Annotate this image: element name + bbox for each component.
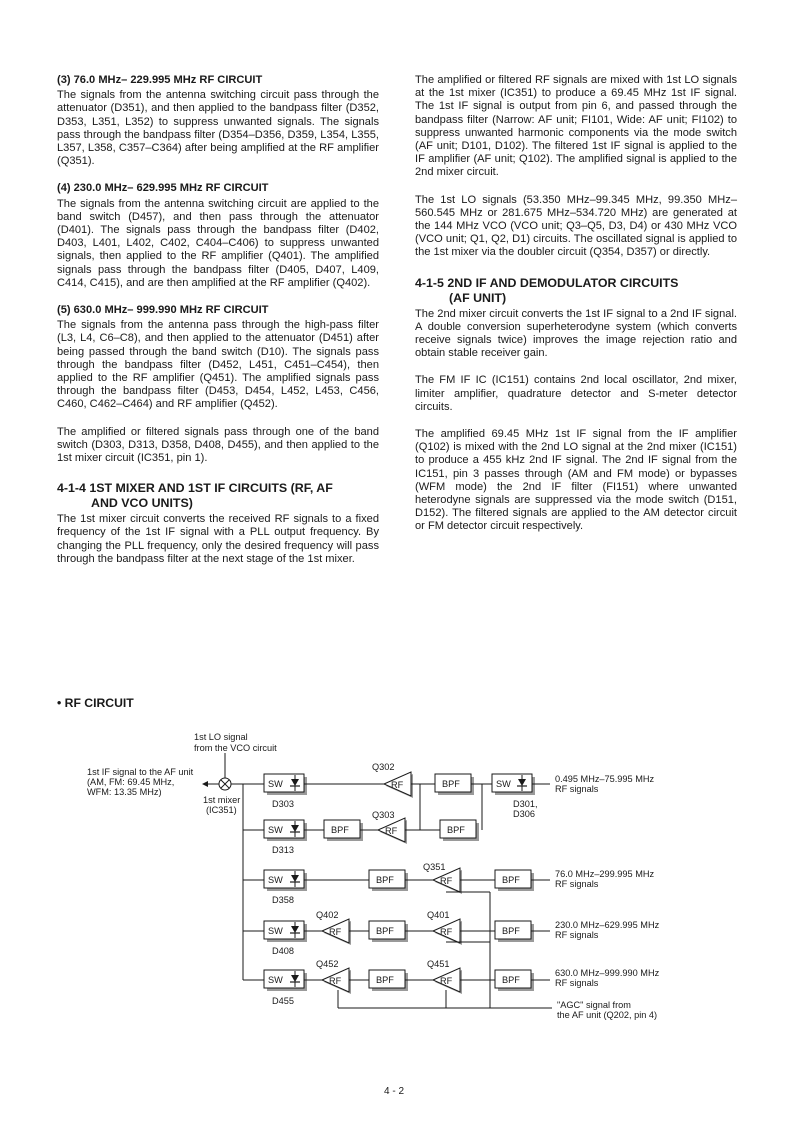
rf-label: RF xyxy=(391,780,404,790)
bpf-label: BPF xyxy=(502,926,520,936)
bpf-label: BPF xyxy=(447,825,465,835)
rf-label: RF xyxy=(440,927,453,937)
rf-amp-q401 xyxy=(433,919,462,945)
bpf-row5-right xyxy=(495,970,534,991)
switch-d301 xyxy=(492,774,535,795)
label-d313: D313 xyxy=(272,845,294,855)
bpf-row2-right xyxy=(440,820,479,841)
bpf-row5-mid xyxy=(369,970,408,991)
section-text-630mhz: The signals from the antenna pass through the high-pass filter (L3, L4, C6–C8), and then applied to the attenuator (D451) after being passed through the band switch (D10). The signals pass through the bandpass filter (D452, L451, C451–C454), then applied to the RF amplifier (Q451). The amplified signals pass through the bandpass filter (D453, D454, L452, L453, C456, C460, C462–C464) and RF amplifier (Q452). xyxy=(57,319,379,411)
bpf-row4-right xyxy=(495,921,534,942)
label-q302: Q302 xyxy=(372,762,395,772)
section-text-76mhz: The signals from the antenna switching circuit pass through the attenuator (D351), and then applied to the bandpass filter (D352, D353, L351, L352) to suppress unwanted signals. The signals pass through the bandpass filter (D354–D356, D359, L354, L355, L357, L358, C357–C364) after being amplified at the RF amplifier (Q351). xyxy=(57,89,379,168)
switch-d313 xyxy=(264,820,307,841)
bpf-label: BPF xyxy=(442,779,460,789)
rf-label: RF xyxy=(440,876,453,886)
label-d301: D301, xyxy=(513,799,538,809)
if-label-line1: 1st IF signal to the AF unit xyxy=(87,767,194,777)
switch-d455 xyxy=(264,970,307,991)
bpf-label: BPF xyxy=(376,975,394,985)
band-switch-paragraph: The amplified or filtered signals pass through one of the band switch (D303, D313, D358, D408, D455), and then applied to the 1st mixer circuit (IC351, pin 1). xyxy=(57,425,379,465)
rf-amp-q303 xyxy=(378,818,407,844)
sw-label: SW xyxy=(268,875,283,885)
label-q401: Q401 xyxy=(427,910,450,920)
heading-4-1-5-line2: (AF UNIT) xyxy=(449,290,507,305)
if-label-line2: (AM, FM: 69.45 MHz, xyxy=(87,777,175,787)
right-column xyxy=(415,74,737,548)
sw-label: SW xyxy=(268,825,283,835)
label-d303: D303 xyxy=(272,799,294,809)
section-heading-76mhz: (3) 76.0 MHz– 229.995 MHz RF CIRCUIT xyxy=(57,74,263,86)
rf-label: RF xyxy=(385,826,398,836)
mixer-label-line1: 1st mixer xyxy=(203,795,241,805)
band2-line2: RF signals xyxy=(555,879,599,889)
bpf-row3-right xyxy=(495,870,534,891)
sw-label: SW xyxy=(268,926,283,936)
sw-label: SW xyxy=(268,779,283,789)
second-if-paragraph: The amplified 69.45 MHz 1st IF signal from the IF amplifier (Q102) is mixed with the 2nd LO signal at the 2nd mixer (IC151) to produce a 455 kHz 2nd IF signal. The 2nd IF signal from the IC151, pin 3 passes through (AM and FM mode) or bypasses (WFM mode) the 2nd IF filter (FI151) where unwanted heterodyne signals are suppressed via the mode switch (D151, D152). The filtered signals are applied to the AM detector circuit or FM detector circuit respectively. xyxy=(415,428,737,533)
bpf-label: BPF xyxy=(502,875,520,885)
section-heading-230mhz: (4) 230.0 MHz– 629.995 MHz RF CIRCUIT xyxy=(57,182,269,195)
bpf-row2-left xyxy=(324,820,363,841)
mixer-label-line2: (IC351) xyxy=(206,805,237,815)
lo-label-line2: from the VCO circuit xyxy=(194,743,277,753)
label-q303: Q303 xyxy=(372,810,395,820)
rf-label: RF xyxy=(329,927,342,937)
band4-line1: 630.0 MHz–999.990 MHz xyxy=(555,968,660,978)
label-d455: D455 xyxy=(272,996,294,1006)
left-column xyxy=(57,74,379,580)
section-text-4-1-4: The 1st mixer circuit converts the received RF signals to a fixed frequency of the 1st IF signal with a PLL output frequency. By changing the PLL frequency, only the desired frequency will pass through the bandpass filter at the next stage of the 1st mixer. xyxy=(57,513,379,565)
label-d358: D358 xyxy=(272,895,294,905)
agc-label-line2: the AF unit (Q202, pin 4) xyxy=(557,1010,658,1020)
label-q451: Q451 xyxy=(427,959,450,969)
section-heading-630mhz: (5) 630.0 MHz– 999.990 MHz RF CIRCUIT xyxy=(57,304,269,317)
heading-4-1-5-line1: 4-1-5 2ND IF AND DEMODULATOR CIRCUITS xyxy=(415,275,679,290)
label-d306: D306 xyxy=(513,809,535,819)
heading-4-1-5 xyxy=(415,276,737,306)
switch-d408 xyxy=(264,921,307,942)
rf-amp-q402 xyxy=(322,919,351,945)
band2-line1: 76.0 MHz–299.995 MHz xyxy=(555,869,655,879)
band3-line1: 230.0 MHz–629.995 MHz xyxy=(555,920,660,930)
band1-line2: RF signals xyxy=(555,784,599,794)
rf-label: RF xyxy=(440,976,453,986)
band3-line2: RF signals xyxy=(555,930,599,940)
bpf-row4-mid xyxy=(369,921,408,942)
lo-label-line1: 1st LO signal xyxy=(194,732,248,742)
heading-4-1-4-line1: 4-1-4 1ST MIXER AND 1ST IF CIRCUITS (RF, AF xyxy=(57,481,333,496)
page-number: 4 - 2 xyxy=(384,1086,405,1097)
rf-label: RF xyxy=(329,976,342,986)
section-text-230mhz: The signals from the antenna switching circuit are applied to the band switch (D457), and then pass through the attenuator (D401). The signals pass through the bandpass filter (D402, D403, L401, L402, C402, C404–C406) to suppress unwanted signals, then applied to the RF amplifier (Q401). The amplified signals pass through the bandpass filter (D405, D407, L409, C414, C415), and are then amplified at the RF amplifier (Q402). xyxy=(57,197,379,289)
agc-label-line1: "AGC" signal from xyxy=(557,1000,631,1010)
switch-d303 xyxy=(264,774,307,795)
label-q351: Q351 xyxy=(423,862,446,872)
bpf-label: BPF xyxy=(502,975,520,985)
rf-amp-q302 xyxy=(384,772,413,798)
lo-signal-paragraph: The 1st LO signals (53.350 MHz–99.345 MHz, 99.350 MHz–560.545 MHz or 281.675 MHz–534.720 MHz) are generated at the 144 MHz VCO (VCO unit; Q3–Q5, D3, D4) or 430 MHz VCO (VCO unit; Q1, Q2, D1) circuits. The oscillated signal is applied to the 1st mixer via the doubler circuit (Q354, D357) or directly. xyxy=(415,193,737,259)
bpf-row3-left xyxy=(369,870,408,891)
heading-4-1-4 xyxy=(57,481,379,511)
sw-label: SW xyxy=(268,975,283,985)
bpf-label: BPF xyxy=(331,825,349,835)
heading-4-1-4-line2: AND VCO UNITS) xyxy=(91,496,193,511)
rf-amp-q451 xyxy=(433,968,462,994)
diagram-title: • RF CIRCUIT xyxy=(57,696,134,710)
switch-d358 xyxy=(264,870,307,891)
band4-line2: RF signals xyxy=(555,978,599,988)
rf-circuit-diagram xyxy=(0,720,793,1030)
bpf-label: BPF xyxy=(376,875,394,885)
label-q402: Q402 xyxy=(316,910,339,920)
bpf-row1 xyxy=(435,774,474,795)
if-label-line3: WFM: 13.35 MHz) xyxy=(87,787,162,797)
band1-line1: 0.495 MHz–75.995 MHz xyxy=(555,774,655,784)
sw-label: SW xyxy=(496,779,511,789)
label-q452: Q452 xyxy=(316,959,339,969)
mixer-paragraph: The amplified or filtered RF signals are mixed with 1st LO signals at the 1st mixer (IC351) to produce a 69.45 MHz 1st IF signal. The 1st IF signal is output from pin 6, and passed through the bandpass filter (Narrow: AF unit; FI101, Wide: AF unit; FI102) to suppress unwanted harmonic components via the mode switch (AF unit; D101, D102). The filtered 1st IF signal is applied to the IF amplifier (AF unit; Q102). The amplified signal is applied to the 2nd mixer circuit. xyxy=(415,74,737,179)
label-d408: D408 xyxy=(272,946,294,956)
bpf-label: BPF xyxy=(376,926,394,936)
rf-amp-q452 xyxy=(322,968,351,994)
fm-if-ic-paragraph: The FM IF IC (IC151) contains 2nd local oscillator, 2nd mixer, limiter amplifier, quadrature detector and S-meter detector circuits. xyxy=(415,374,737,413)
section-text-4-1-5: The 2nd mixer circuit converts the 1st IF signal to a 2nd IF signal. A double conversion superheterodyne system (which converts receive signals twice) improves the image rejection ratio and obtain stable receiver gain. xyxy=(415,307,737,360)
